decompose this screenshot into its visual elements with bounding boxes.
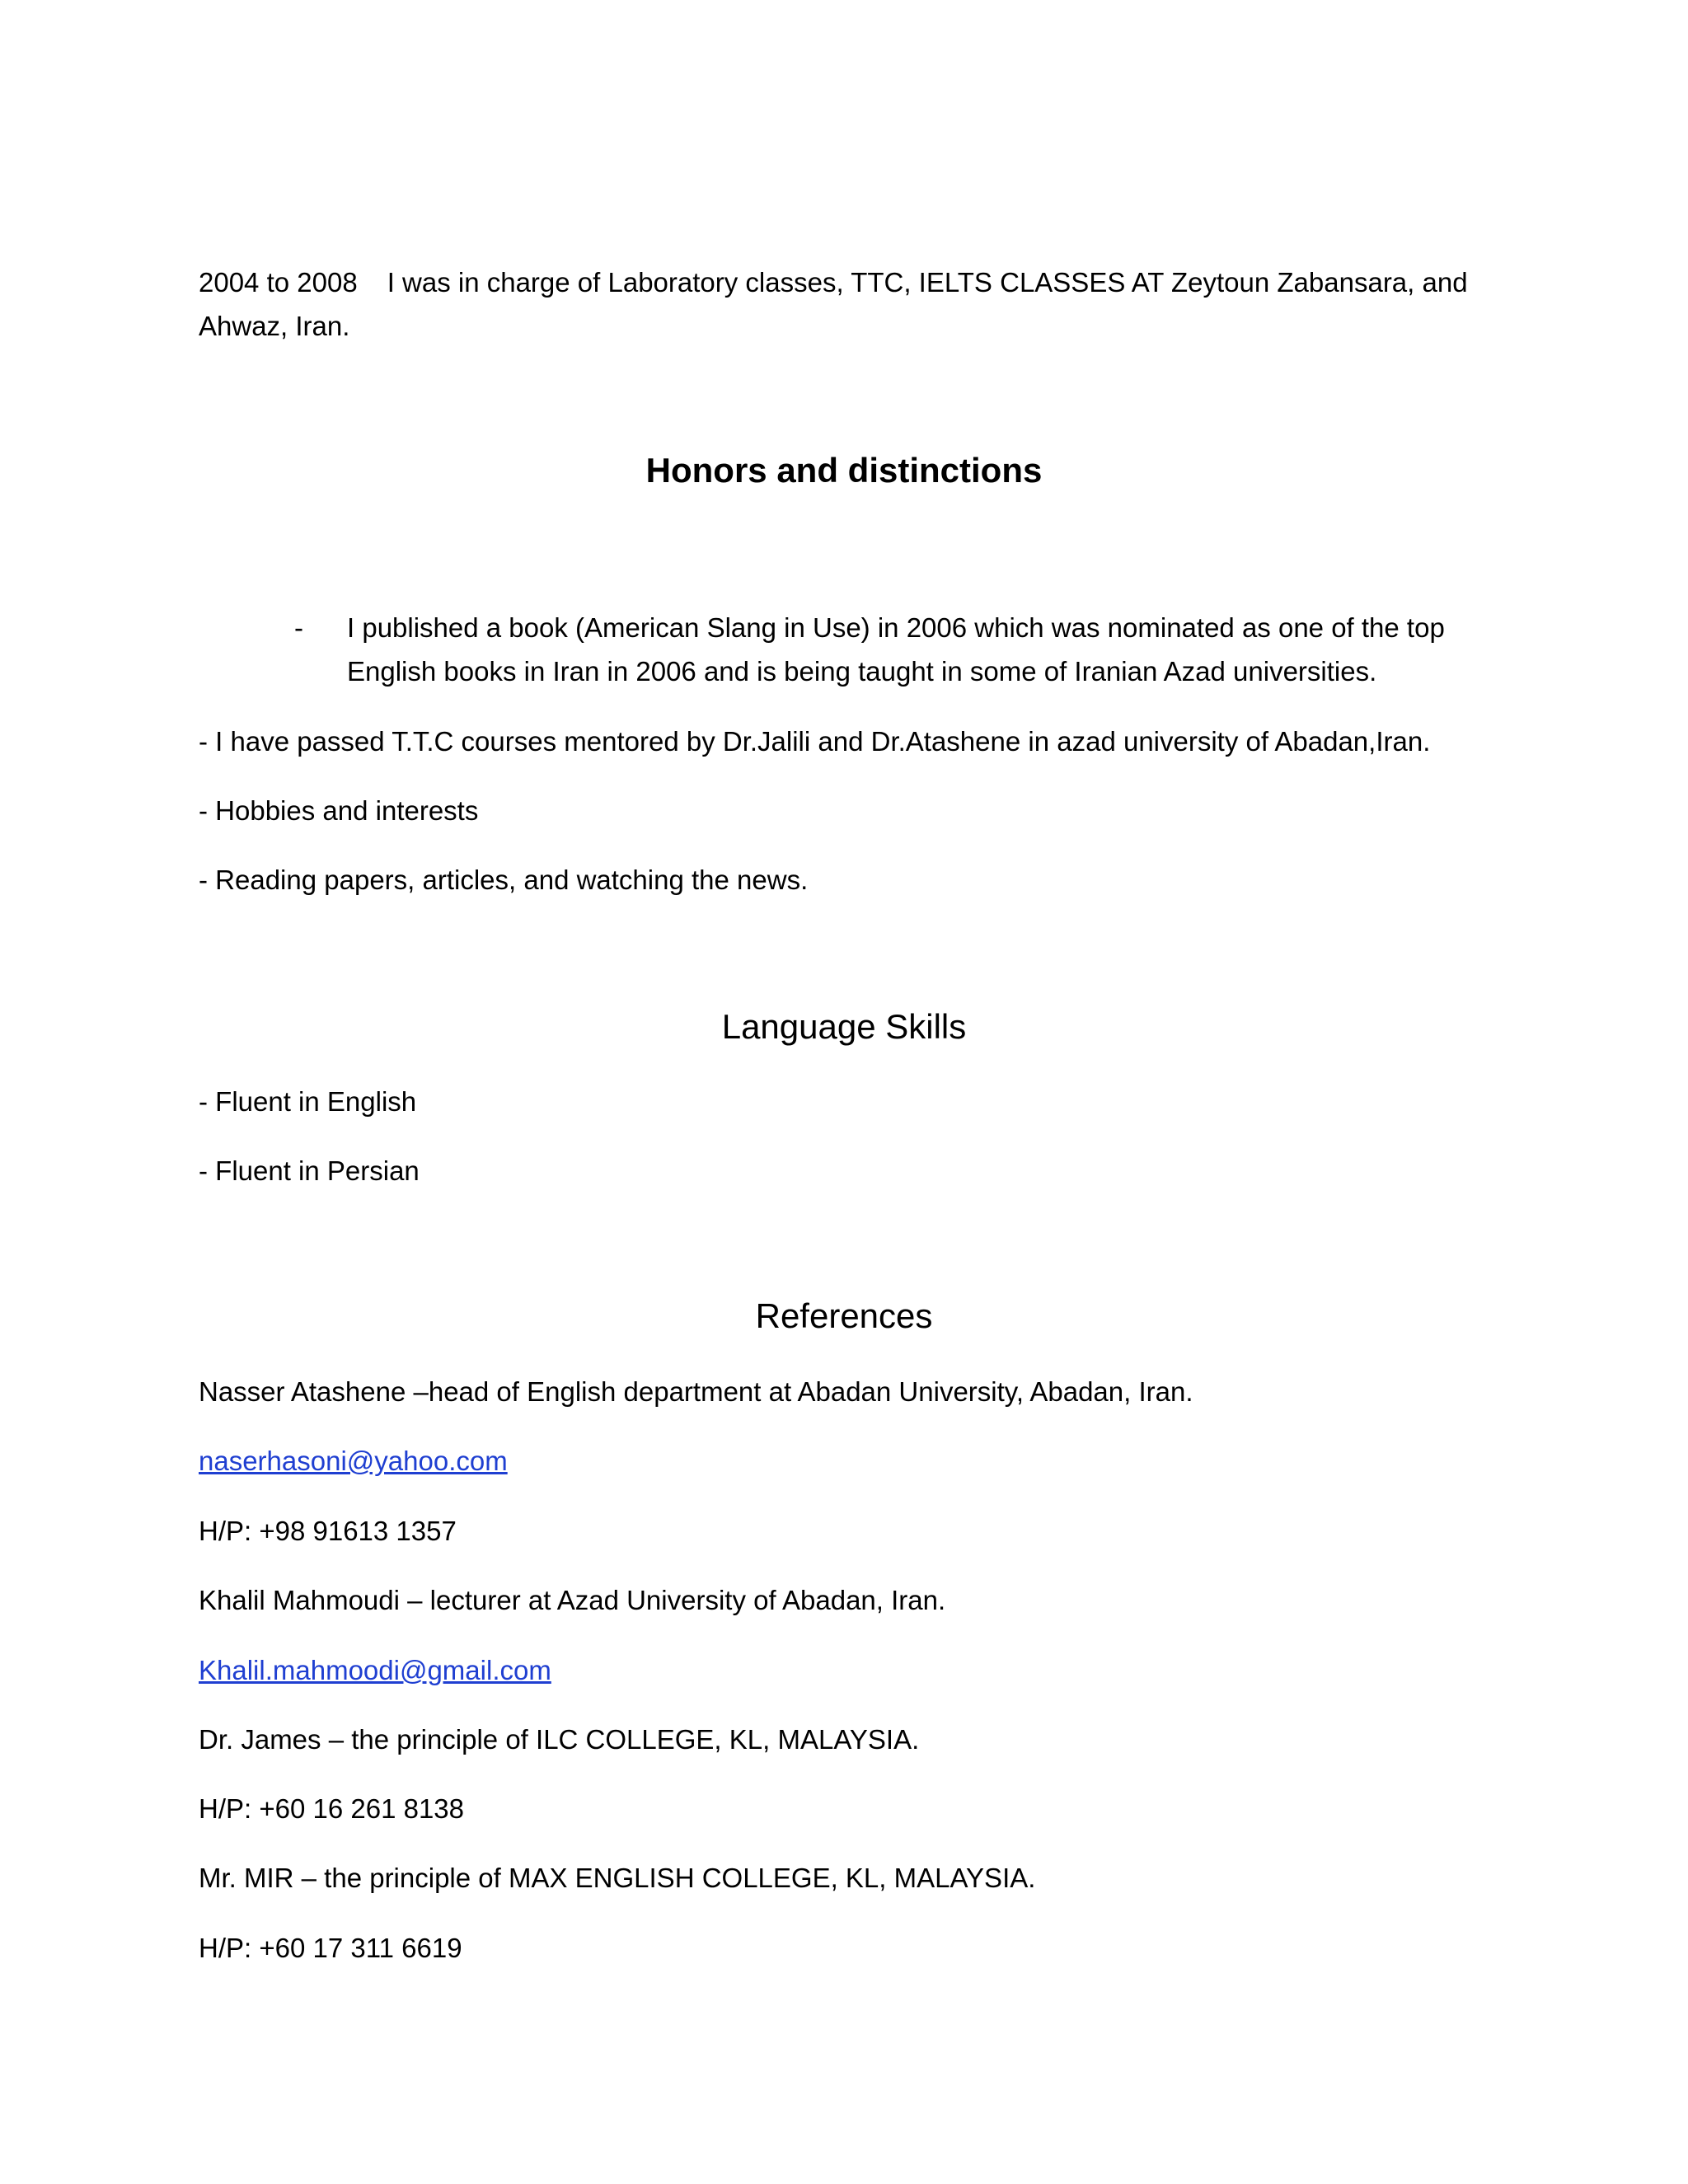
reference-1-name: Nasser Atashene –head of English department at Abadan University, Abadan, Iran.: [199, 1376, 1193, 1407]
reference-1-email-row: [199, 1439, 508, 1483]
honors-heading: Honors and distinctions: [645, 451, 1043, 490]
reference-2-name: Khalil Mahmoudi – lecturer at Azad University of Abadan, Iran.: [199, 1585, 946, 1615]
reference-2-email-link[interactable]: Khalil.mahmoodi@gmail.com: [199, 1655, 551, 1685]
book-bullet-line-2: English books in Iran in 2006 and is being taught in some of Iranian Azad universities.: [347, 656, 1377, 687]
book-bullet-marker: -: [294, 612, 303, 643]
reference-2-email-row: [199, 1648, 551, 1692]
language-item-persian: - Fluent in Persian: [199, 1155, 420, 1186]
references-heading: References: [755, 1296, 933, 1335]
employment-line-2: Ahwaz, Iran.: [199, 311, 350, 341]
employment-period: 2004 to 2008: [199, 267, 358, 298]
language-item-english: - Fluent in English: [199, 1086, 417, 1117]
reference-1-email-link[interactable]: naserhasoni@yahoo.com: [199, 1446, 508, 1476]
reference-3-phone: H/P: +60 16 261 8138: [199, 1793, 465, 1824]
language-skills-heading: Language Skills: [721, 1007, 967, 1046]
reference-4-phone: H/P: +60 17 311 6619: [199, 1933, 462, 1963]
reference-1-phone: H/P: +98 91613 1357: [199, 1516, 457, 1546]
reference-4-name: Mr. MIR – the principle of MAX ENGLISH COLLEGE, KL, MALAYSIA.: [199, 1863, 1036, 1893]
hobbies-line: - Reading papers, articles, and watching the news.: [199, 865, 809, 895]
ttc-line: - I have passed T.T.C courses mentored by Dr.Jalili and Dr.Atashene in azad university of Abadan,Iran.: [199, 726, 1431, 757]
book-bullet-line-1: I published a book (American Slang in Use) in 2006 which was nominated as one of the top: [347, 612, 1445, 643]
employment-text-line-1: I was in charge of Laboratory classes, TTC, IELTS CLASSES AT Zeytoun Zabansara, and: [387, 267, 1468, 298]
hobbies-heading: - Hobbies and interests: [199, 795, 479, 826]
reference-3-name: Dr. James – the principle of ILC COLLEGE, KL, MALAYSIA.: [199, 1724, 920, 1755]
employment-line-1: [199, 260, 1468, 304]
